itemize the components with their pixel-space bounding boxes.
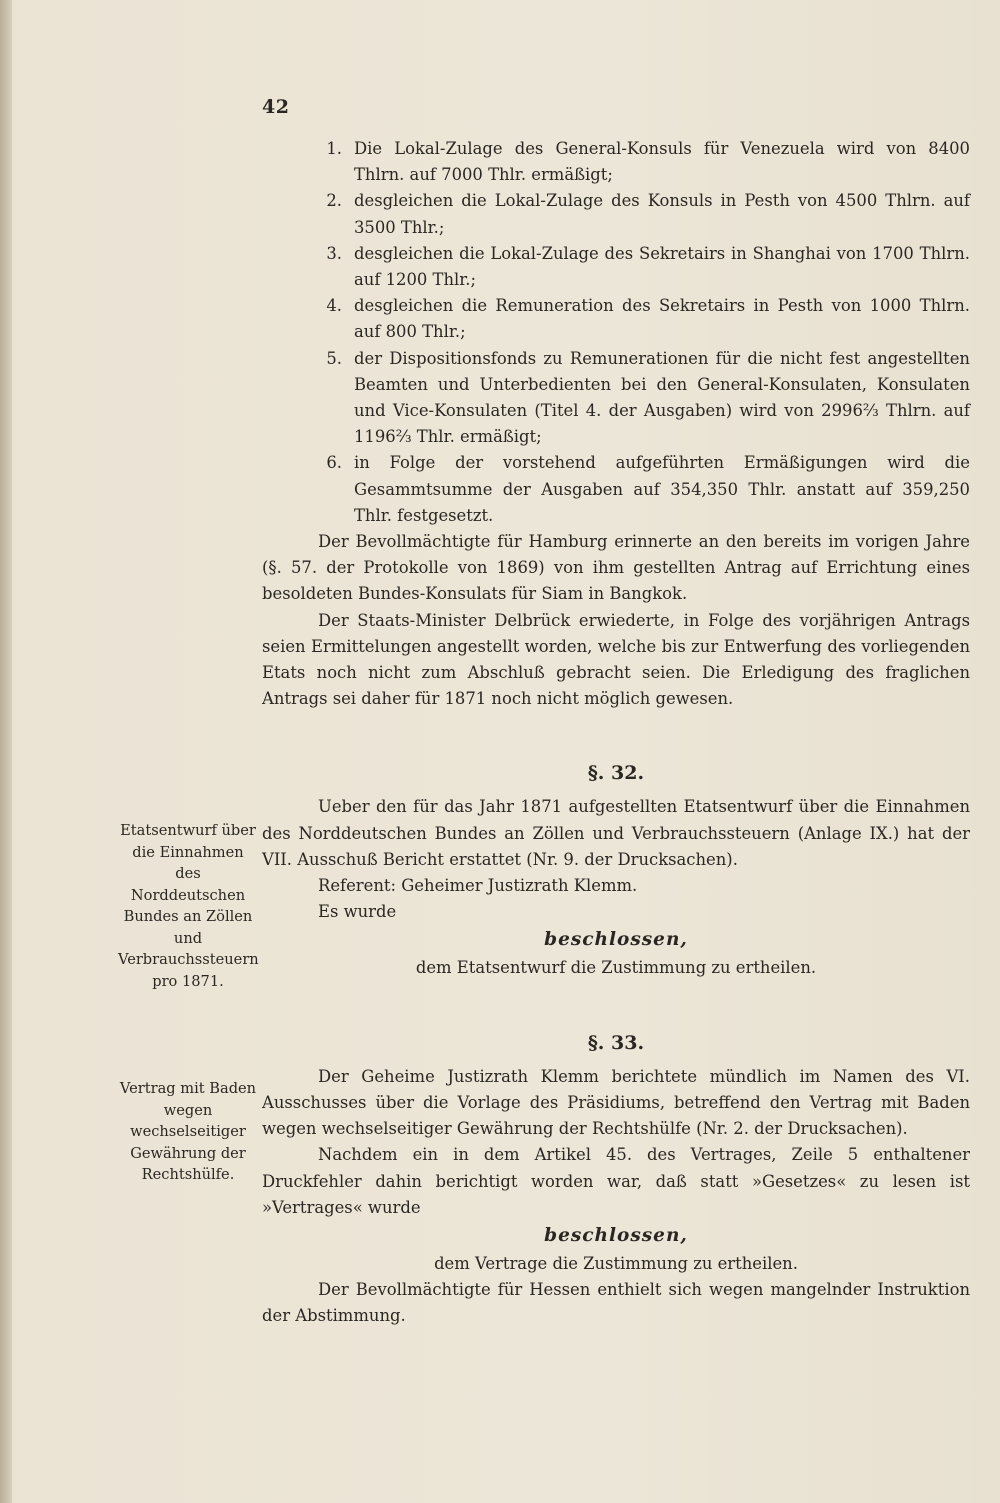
list-item-text: desgleichen die Lokal-Zulage des Sekretairs in Shanghai von 1700 Thlrn. auf 1200 Thlr.; xyxy=(354,243,970,290)
section-32-paragraph: Ueber den für das Jahr 1871 aufgestellten Etatsentwurf über die Einnahmen des Norddeutschen Bundes an Zöllen und Verbrauchssteuern (Anlage IX.) hat der VII. Ausschuß Bericht erstattet (Nr. 9. der Drucksachen). xyxy=(262,797,970,869)
section-33-paragraph-1: Der Geheime Justizrath Klemm berichtete mündlich im Namen des VI. Ausschusses über die Vorlage des Präsidiums, betreffend den Vertrag mit Baden wegen wechselseitiger Gewährung der Rechtshülfe (Nr. 2. der Drucksachen). xyxy=(262,1066,970,1139)
section-33-paragraph-2: Nachdem ein in dem Artikel 45. des Vertrages, Zeile 5 enthaltener Druckfehler dahin berichtigt worden war, daß statt »Gesetzes« zu lesen ist »Vertrages« wurde xyxy=(262,1145,970,1217)
list-item-number: 2. xyxy=(326,191,342,211)
section-32-referent: Referent: Geheimer Justizrath Klemm. xyxy=(318,876,638,896)
list-item-text: Die Lokal-Zulage des General-Konsuls für Venezuela wird von 8400 Thlrn. auf 7000 Thlr. ermäßigt; xyxy=(354,139,970,185)
section-heading-32: §. 32. xyxy=(587,762,645,785)
list-item xyxy=(262,450,970,529)
section-33-paragraph-3: Der Bevollmächtigte für Hessen enthielt sich wegen mangelnder Instruktion der Abstimmung. xyxy=(262,1280,970,1326)
list-item xyxy=(262,241,970,293)
section-heading-33: §. 33. xyxy=(587,1031,645,1054)
paragraph-delbrueck: Der Staats-Minister Delbrück erwiederte, in Folge des vorjährigen Antrags seien Ermittelungen angestellt worden, welche bis zur Entwerfung des vorliegenden Etats noch nicht zum Abschluß gebracht seien. Die Erledigung des fraglichen Antrags sei daher für 1871 noch nicht möglich gewesen. xyxy=(262,610,970,709)
list-item-number: 3. xyxy=(326,243,342,263)
list-item-number: 5. xyxy=(326,348,342,368)
section-32-result: dem Etatsentwurf die Zustimmung zu ertheilen. xyxy=(415,958,817,978)
list-item-number: 1. xyxy=(326,139,342,158)
list-item-number: 4. xyxy=(326,296,342,316)
list-item xyxy=(262,136,970,188)
list-item-number: 6. xyxy=(326,453,342,473)
list-item-text: desgleichen die Lokal-Zulage des Konsuls in Pesth von 4500 Thlrn. auf 3500 Thlr.; xyxy=(354,191,970,237)
margin-note-section-32: Etatsentwurf über die Einnahmen des Norddeutschen Bundes an Zöllen und Verbrauchssteuern pro 1871. xyxy=(118,822,259,990)
book-spine-edge xyxy=(0,0,12,1503)
section-32-decision: beschlossen, xyxy=(544,929,688,951)
section-32-es-wurde: Es wurde xyxy=(318,902,397,922)
paragraph-hamburg: Der Bevollmächtigte für Hamburg erinnerte an den bereits im vorigen Jahre (§. 57. der Protokolle von 1869) von ihm gestellten Antrag auf Errichtung eines besoldeten Bundes-Konsulats für Siam in Bangkok. xyxy=(262,532,970,604)
list-item-text: desgleichen die Remuneration des Sekretairs in Pesth von 1000 Thlrn. auf 800 Thlr.; xyxy=(354,296,970,342)
main-text xyxy=(262,136,970,1330)
list-item xyxy=(262,346,970,451)
list-item xyxy=(262,293,970,345)
margin-note-section-33: Vertrag mit Baden wegen wechselseitiger Gewährung der Rechtshülfe. xyxy=(119,1080,257,1183)
page-number: 42 xyxy=(262,96,290,118)
list-item-text: in Folge der vorstehend aufgeführten Ermäßigungen wird die Gesammtsumme der Ausgaben auf 354,350 Thlr. anstatt auf 359,250 Thlr. festgesetzt. xyxy=(354,453,970,525)
section-33-result: dem Vertrage die Zustimmung zu ertheilen. xyxy=(434,1253,798,1273)
list-item-text: der Dispositionsfonds zu Remunerationen für die nicht fest angestellten Beamten und Unterbedienten bei den General-Konsulaten, Konsulaten und Vice-Konsulaten (Titel 4. der Ausgaben) wird von 2996⅔ Thlrn. auf 1196⅔ Thlr. ermäßigt; xyxy=(354,348,970,447)
list-item xyxy=(262,188,970,240)
section-33-decision: beschlossen, xyxy=(544,1224,688,1246)
